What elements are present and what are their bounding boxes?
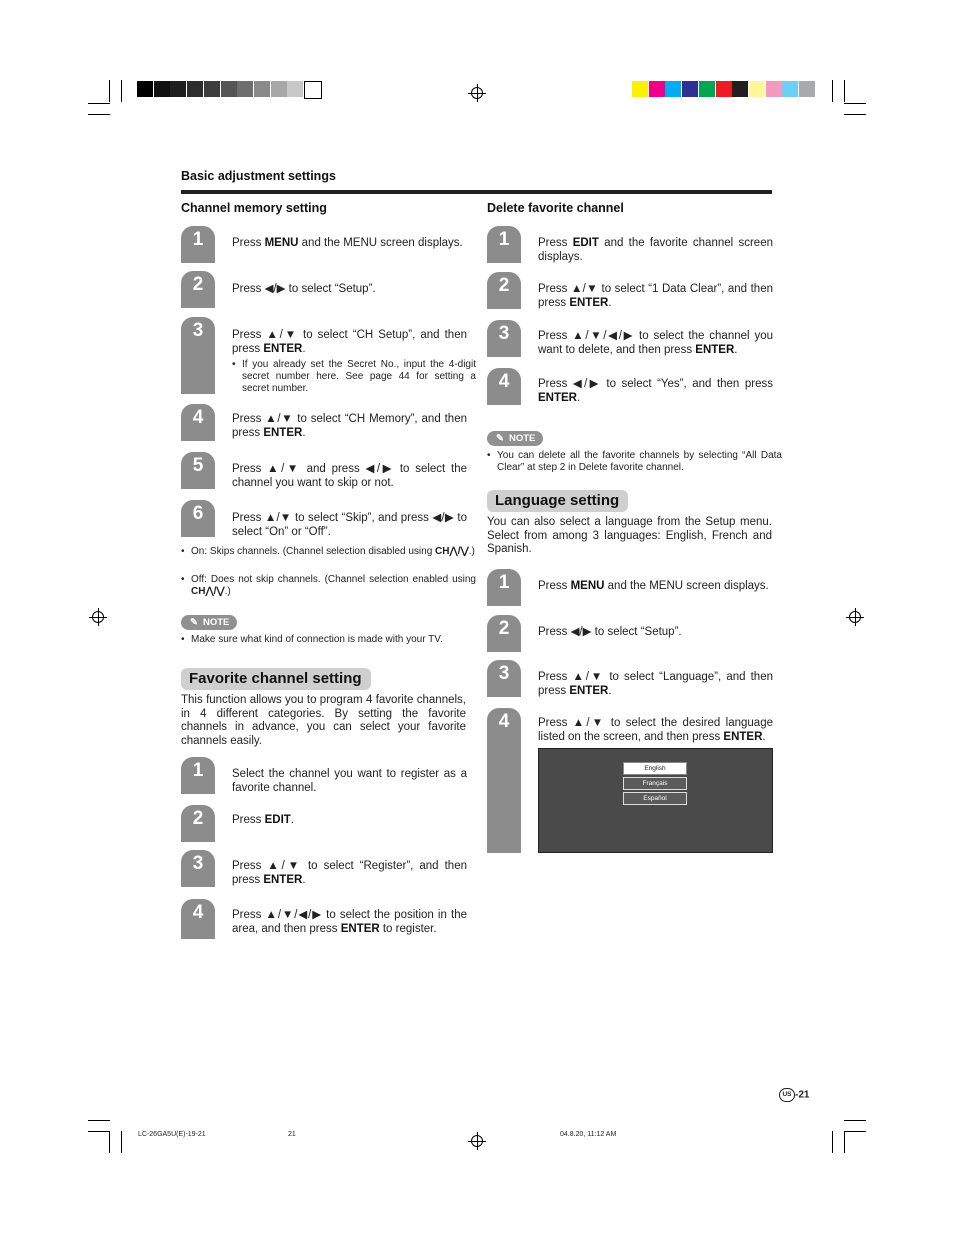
favorite-heading: Favorite channel setting [181,668,371,690]
crop-mark [109,80,110,102]
color-swatch [170,81,186,97]
us-badge-icon: US [779,1088,795,1102]
step-number: 2 [498,618,510,639]
step-marker [181,271,215,308]
color-swatch [204,81,220,97]
step-number: 4 [192,407,204,428]
channel-memory-title: Channel memory setting [181,201,327,215]
crop-mark [832,1131,833,1153]
step-marker [487,368,521,405]
step-marker [181,404,215,441]
step-number: 5 [192,455,204,476]
step-marker [487,660,521,697]
step-number: 2 [192,274,204,295]
step-text: Press ▲/▼ to select “Language”, and then press ENTER. [538,671,773,697]
note-badge: ✎ NOTE [487,431,543,446]
step-marker [487,708,521,853]
step-text: Press ◀/▶ to select “Setup”. [538,626,682,638]
step-number: 1 [498,572,510,593]
step-text: Press ▲/▼/◀/▶ to select the channel you want to delete, and then press ENTER. [538,330,773,356]
step-marker [181,850,215,887]
color-swatch [154,81,170,97]
step-number: 3 [498,323,510,344]
step-marker [487,569,521,606]
step-text: Press MENU and the MENU screen displays. [538,580,769,592]
color-swatch [782,81,798,97]
color-swatch [682,81,698,97]
step-text: Press ▲/▼ to select the desired language listed on the screen, and then press ENTER. [538,717,773,743]
step-number: 1 [192,229,204,250]
sub-bullet: • If you already set the Secret No., input the 4-digit secret number here. See page 44 for setting a secret number. [232,359,476,395]
color-swatch [632,81,648,97]
crop-mark [844,1120,866,1121]
bullet-on: • On: Skips channels. (Channel selection disabled using CH⋀/⋁.) [181,546,476,558]
footer-timestamp: 04.8.20, 11:12 AM [560,1131,617,1138]
color-swatch [665,81,681,97]
step-number: 1 [192,760,204,781]
color-swatch [254,81,270,97]
step-number: 3 [498,663,510,684]
crop-mark [844,1131,866,1132]
step-text: Press ▲/▼ to select “CH Setup”, and then press ENTER. [232,329,467,355]
color-swatch [304,81,322,99]
step-number: 4 [498,711,510,732]
step-number: 6 [192,503,204,524]
language-menu-screen [538,748,773,853]
color-swatch [799,81,815,97]
color-swatch [766,81,782,97]
note-bullet: • You can delete all the favorite channels by selecting “All Data Clear” at step 2 in Delete favorite channel. [487,450,782,474]
color-swatch [749,81,765,97]
note-badge: ✎ NOTE [181,615,237,630]
language-option-english[interactable]: English [623,762,687,775]
registration-mark-icon [89,608,107,626]
color-swatch [221,81,237,97]
color-swatch [649,81,665,97]
crop-mark [844,1131,845,1153]
step-marker [487,226,521,263]
color-swatch [287,81,303,97]
step-marker [487,320,521,357]
step-marker [487,615,521,652]
crop-mark [88,103,110,104]
color-swatch [237,81,253,97]
crop-mark [844,114,866,115]
crop-mark [121,1131,122,1153]
color-swatch [187,81,203,97]
step-text: Press ▲/▼ to select “CH Memory”, and then press ENTER. [232,413,467,439]
crop-mark [109,1131,110,1153]
step-marker [181,500,215,537]
step-number: 2 [192,808,204,829]
favorite-intro: This function allows you to program 4 favorite channels, in 4 different categories. By setting the favorite channels in advance, you can select your favorite channels easily. [181,694,466,747]
crop-mark [88,1131,110,1132]
step-text: Press ▲/▼ to select “1 Data Clear”, and then press ENTER. [538,283,773,309]
step-text: Press ▲/▼ to select “Register”, and then press ENTER. [232,860,467,886]
step-number: 4 [192,902,204,923]
language-option-french[interactable]: Français [623,777,687,790]
step-marker [181,757,215,794]
language-option-spanish[interactable]: Español [623,792,687,805]
footer-file: LC-26GA5U(E)-19-21 [138,1131,206,1138]
color-swatch [271,81,287,97]
color-swatch [732,81,748,97]
color-swatch [699,81,715,97]
step-number: 4 [498,371,510,392]
language-heading: Language setting [487,490,628,512]
step-text: Press ▲/▼ to select “Skip”, and press ◀/▶ to select “On” or “Off”. [232,512,467,538]
step-number: 2 [498,275,510,296]
delete-favorite-title: Delete favorite channel [487,201,624,215]
color-swatch [716,81,732,97]
color-swatch [137,81,153,97]
section-rule [181,190,772,194]
step-text: Press MENU and the MENU screen displays. [232,237,463,249]
registration-mark-icon [468,1132,486,1150]
bullet-off: • Off: Does not skip channels. (Channel selection enabled using CH⋀/⋁.) [181,574,476,598]
step-text: Press ◀/▶ to select “Yes”, and then press ENTER. [538,378,773,404]
step-text: Select the channel you want to register as a favorite channel. [232,768,467,794]
step-number: 3 [192,853,204,874]
step-text: Press EDIT. [232,814,294,826]
page-number: US -21 [779,1088,809,1102]
crop-mark [844,80,845,102]
step-text: Press ◀/▶ to select “Setup”. [232,283,376,295]
section-title: Basic adjustment settings [181,169,336,183]
step-number: 3 [192,320,204,341]
step-marker [181,317,215,394]
step-marker [181,452,215,489]
crop-mark [88,1120,110,1121]
registration-mark-icon [846,608,864,626]
step-marker [181,805,215,842]
step-number: 1 [498,229,510,250]
step-text: Press EDIT and the favorite channel screen displays. [538,237,773,263]
crop-mark [844,103,866,104]
pencil-icon: ✎ [496,433,504,444]
note-bullet: • Make sure what kind of connection is made with your TV. [181,634,476,646]
crop-mark [832,80,833,102]
registration-mark-icon [468,84,486,102]
step-text: Press ▲/▼ and press ◀/▶ to select the channel you want to skip or not. [232,463,467,489]
step-marker [181,226,215,263]
footer-page: 21 [288,1131,296,1138]
step-marker [181,899,215,939]
step-text: Press ▲/▼/◀/▶ to select the position in the area, and then press ENTER to register. [232,909,467,935]
crop-mark [121,80,122,102]
step-marker [487,272,521,309]
language-intro: You can also select a language from the Setup menu. Select from among 3 languages: English, French and Spanish. [487,516,772,555]
pencil-icon: ✎ [190,617,198,628]
crop-mark [88,114,110,115]
